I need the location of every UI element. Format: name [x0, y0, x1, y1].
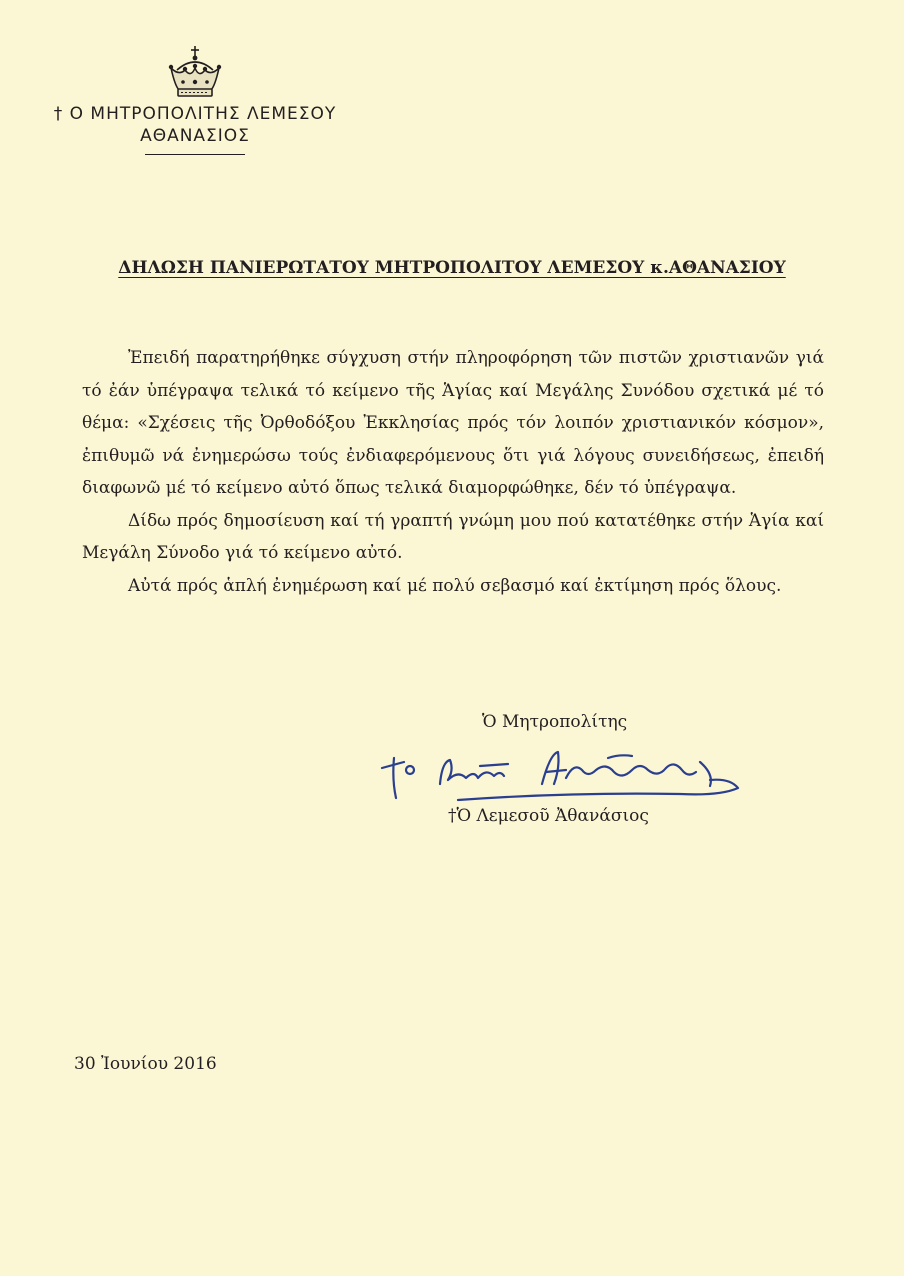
letterhead-title: † Ο ΜΗΤΡΟΠΟΛΙΤΗΣ ΛΕΜΕΣΟΥ	[53, 104, 337, 124]
document-title: ΔΗΛΩΣΗ ΠΑΝΙΕΡΩΤΑΤΟΥ ΜΗΤΡΟΠΟΛΙΤΟΥ ΛΕΜΕΣΟΥ κ.ΑΘΑΝΑΣΙΟΥ	[118, 258, 786, 278]
document-body	[82, 342, 824, 602]
letterhead	[40, 44, 350, 155]
body-paragraph-1: Ἐπειδή παρατηρήθηκε σύγχυση στήν πληροφόρηση τῶν πιστῶν χριστιανῶν γιά τό ἐάν ὑπέγραψα τελικά τό κείμενο τῆς Ἁγίας καί Μεγάλης Συνόδου σχετικά μέ τό θέμα: «Σχέσεις τῆς Ὀρθοδόξου Ἐκκλησίας πρός τόν λοιπόν χριστιανικόν κόσμον», ἐπιθυμῶ νά ἐνημερώσω τούς ἐνδιαφερόμενους ὅτι γιά λόγους συνειδήσεως, ἐπειδή διαφωνῶ μέ τό κείμενο αὐτό ὅπως τελικά διαμορφώθηκε, δέν τό ὑπέγραψα.	[82, 348, 824, 498]
closing-name: †Ὁ Λεμεσοῦ Ἀθανάσιος	[448, 806, 649, 826]
body-paragraph-2: Δίδω πρός δημοσίευση καί τή γραπτή γνώμη μου πού κατατέθηκε στήν Ἁγία καί Μεγάλη Σύνοδο γιά τό κείμενο αὐτό.	[82, 510, 824, 563]
closing-block	[430, 712, 710, 732]
handwritten-signature	[370, 740, 750, 810]
letterhead-name: ΑΘΑΝΑΣΙΟΣ	[140, 126, 250, 146]
body-paragraph-3: Αὐτά πρός ἁπλή ἐνημέρωση καί μέ πολύ σεβασμό καί ἐκτίμηση πρός ὅλους.	[128, 575, 782, 596]
document-date: 30 Ἰουνίου 2016	[74, 1054, 217, 1074]
closing-title: Ὁ Μητροπολίτης	[482, 712, 628, 732]
letterhead-rule	[145, 154, 245, 155]
crown-emblem-icon	[165, 44, 225, 100]
